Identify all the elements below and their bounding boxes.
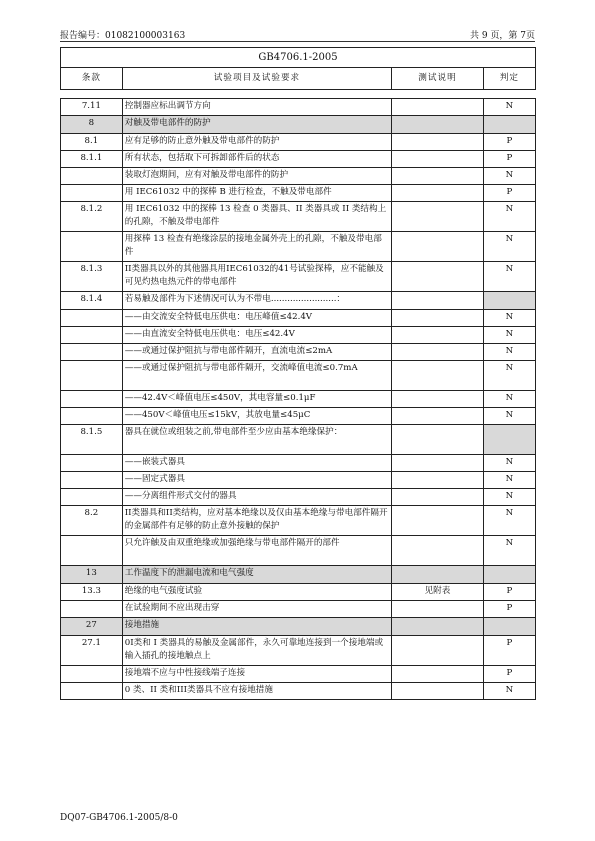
clause-cell: 8.1.2 [61, 202, 123, 232]
clause-cell [61, 232, 123, 262]
clause-cell [61, 489, 123, 506]
requirement-cell: 用探棒 13 检查有绝缘涂层的接地金属外壳上的孔隙，不触及带电部件 [122, 232, 391, 262]
clause-cell: 8.1 [61, 134, 123, 151]
verdict-cell [483, 292, 535, 310]
requirement-cell: 器具在就位或组装之前,带电部件至少应由基本绝缘保护： [122, 425, 391, 455]
clause-cell [61, 344, 123, 361]
note-cell [392, 292, 484, 310]
requirement-cell: 在试验期间不应出现击穿 [122, 601, 391, 618]
note-cell [392, 683, 484, 700]
note-cell [392, 344, 484, 361]
clause-cell [61, 168, 123, 185]
note-cell [392, 327, 484, 344]
note-cell [392, 116, 484, 134]
table-row [61, 134, 536, 151]
header-divider [60, 41, 535, 42]
verdict-cell: P [483, 584, 535, 601]
table-row [61, 636, 536, 666]
table-row [61, 185, 536, 202]
standard-title: GB4706.1-2005 [61, 48, 536, 68]
table-row [61, 666, 536, 683]
requirement-cell: 接地措施 [122, 618, 391, 636]
verdict-cell: P [483, 185, 535, 202]
verdict-cell: N [483, 344, 535, 361]
table-row [61, 489, 536, 506]
table-row [61, 99, 536, 116]
note-cell [392, 666, 484, 683]
note-cell [392, 232, 484, 262]
clause-cell: 8.1.1 [61, 151, 123, 168]
spacer-row [61, 90, 536, 99]
table-row [61, 683, 536, 700]
requirement-cell: 工作温度下的泄漏电流和电气强度 [122, 566, 391, 584]
clause-cell [61, 185, 123, 202]
requirement-cell: II类器具以外的其他器具用IEC61032的41号试验探棒，应不能触及可见灼热电热元件的带电部件 [122, 262, 391, 292]
verdict-cell: N [483, 391, 535, 408]
note-cell [392, 425, 484, 455]
clause-cell [61, 666, 123, 683]
clause-cell [61, 327, 123, 344]
verdict-cell: N [483, 489, 535, 506]
table-row [61, 232, 536, 262]
note-cell [392, 408, 484, 425]
requirement-cell: 对触及带电部件的防护 [122, 116, 391, 134]
verdict-cell: P [483, 636, 535, 666]
note-cell [392, 134, 484, 151]
requirement-cell: II类器具和II类结构，应对基本绝缘以及仅由基本绝缘与带电部件隔开的金属部件有足够的防止意外接触的保护 [122, 506, 391, 536]
verdict-cell: P [483, 134, 535, 151]
note-cell [392, 361, 484, 391]
col-header-verdict: 判定 [483, 68, 535, 90]
requirement-cell: ——或通过保护阻抗与带电部件隔开，直流电流≤2mA [122, 344, 391, 361]
table-row [61, 202, 536, 232]
verdict-cell: N [483, 408, 535, 425]
table-row [61, 310, 536, 327]
table-row [61, 408, 536, 425]
table-row [61, 584, 536, 601]
clause-cell [61, 408, 123, 425]
requirement-cell: 控制器应标出调节方向 [122, 99, 391, 116]
requirement-cell: 用 IEC61032 中的探棒 B 进行检查，不触及带电部件 [122, 185, 391, 202]
requirement-cell: ——或通过保护阻抗与带电部件隔开，交流峰值电流≤0.7mA [122, 361, 391, 391]
requirement-cell: 应有足够的防止意外触及带电部件的防护 [122, 134, 391, 151]
verdict-cell: N [483, 202, 535, 232]
table-row [61, 361, 536, 391]
verdict-cell [483, 566, 535, 584]
clause-cell: 8.1.3 [61, 262, 123, 292]
note-cell [392, 151, 484, 168]
requirement-cell: ——由直流安全特低电压供电：电压≤42.4V [122, 327, 391, 344]
verdict-cell: N [483, 455, 535, 472]
verdict-cell: P [483, 666, 535, 683]
requirement-cell: 0I类和 I 类器具的易触及金属部件，永久可靠地连接到一个接地端或输入插孔的接地触点上 [122, 636, 391, 666]
section-row [61, 116, 536, 134]
clause-cell: 13 [61, 566, 123, 584]
section-row [61, 566, 536, 584]
requirement-cell: 只允许触及由双重绝缘或加强绝缘与带电部件隔开的部件 [122, 536, 391, 566]
table-row [61, 344, 536, 361]
report-number: 报告编号：01082100003163 [60, 31, 186, 41]
note-cell: 见附表 [392, 584, 484, 601]
clause-cell: 8.2 [61, 506, 123, 536]
note-cell [392, 489, 484, 506]
table-row [61, 472, 536, 489]
verdict-cell: N [483, 506, 535, 536]
requirement-cell: ——42.4V＜峰值电压≤450V，其电容量≤0.1μF [122, 391, 391, 408]
note-cell [392, 262, 484, 292]
note-cell [392, 99, 484, 116]
section-row [61, 618, 536, 636]
clause-cell: 8.1.4 [61, 292, 123, 310]
clause-cell [61, 601, 123, 618]
note-cell [392, 310, 484, 327]
verdict-cell: N [483, 683, 535, 700]
note-cell [392, 185, 484, 202]
verdict-cell [483, 116, 535, 134]
table-row [61, 536, 536, 566]
clause-cell: 8.1.5 [61, 425, 123, 455]
note-cell [392, 601, 484, 618]
clause-cell: 7.11 [61, 99, 123, 116]
clause-cell: 27.1 [61, 636, 123, 666]
verdict-cell: N [483, 310, 535, 327]
verdict-cell: P [483, 601, 535, 618]
clause-cell [61, 310, 123, 327]
table-row [61, 455, 536, 472]
clause-cell [61, 391, 123, 408]
note-cell [392, 536, 484, 566]
note-cell [392, 506, 484, 536]
note-cell [392, 455, 484, 472]
col-header-note: 测试说明 [392, 68, 484, 90]
verdict-cell: N [483, 361, 535, 391]
document-code: DQ07-GB4706.1-2005/8-0 [60, 813, 178, 823]
test-report-table [60, 47, 536, 700]
verdict-cell [483, 425, 535, 455]
clause-cell: 13.3 [61, 584, 123, 601]
table-row [61, 168, 536, 185]
requirement-cell: 用 IEC61032 中的探棒 13 检查 0 类器具、II 类器具或 II 类结构上的孔隙，不触及带电部件 [122, 202, 391, 232]
verdict-cell: N [483, 472, 535, 489]
col-header-clause: 条款 [61, 68, 123, 90]
requirement-cell: 0 类、II 类和III类器具不应有接地措施 [122, 683, 391, 700]
note-cell [392, 472, 484, 489]
table-row [61, 292, 536, 310]
table-row [61, 262, 536, 292]
verdict-cell: N [483, 536, 535, 566]
clause-cell [61, 683, 123, 700]
requirement-cell: 所有状态，包括取下可拆卸部件后的状态 [122, 151, 391, 168]
clause-cell [61, 361, 123, 391]
table-row [61, 601, 536, 618]
column-header-row [61, 68, 536, 90]
table-row [61, 425, 536, 455]
verdict-cell: N [483, 327, 535, 344]
standard-row [61, 48, 536, 68]
requirement-cell: ——固定式器具 [122, 472, 391, 489]
note-cell [392, 202, 484, 232]
requirement-cell: ——分离组件形式交付的器具 [122, 489, 391, 506]
clause-cell [61, 536, 123, 566]
col-header-item: 试验项目及试验要求 [122, 68, 391, 90]
verdict-cell: N [483, 262, 535, 292]
verdict-cell: P [483, 151, 535, 168]
table-row [61, 506, 536, 536]
clause-cell: 27 [61, 618, 123, 636]
note-cell [392, 566, 484, 584]
requirement-cell: ——由交流安全特低电压供电：电压峰值≤42.4V [122, 310, 391, 327]
requirement-cell: 若易触及部件为下述情况可认为不带电........................： [122, 292, 391, 310]
requirement-cell: 装取灯泡期间，应有对触及带电部件的防护 [122, 168, 391, 185]
note-cell [392, 391, 484, 408]
clause-cell: 8 [61, 116, 123, 134]
table-row [61, 327, 536, 344]
requirement-cell: 接地端不应与中性接线端子连接 [122, 666, 391, 683]
verdict-cell: N [483, 232, 535, 262]
clause-cell [61, 472, 123, 489]
table-row [61, 151, 536, 168]
page-counter: 共 9 页，第 7页 [469, 31, 535, 41]
requirement-cell: ——嵌装式器具 [122, 455, 391, 472]
verdict-cell: N [483, 168, 535, 185]
requirement-cell: 绝缘的电气强度试验 [122, 584, 391, 601]
note-cell [392, 636, 484, 666]
verdict-cell: N [483, 99, 535, 116]
clause-cell [61, 455, 123, 472]
note-cell [392, 618, 484, 636]
note-cell [392, 168, 484, 185]
requirement-cell: ——450V＜峰值电压≤15kV，其放电量≤45μC [122, 408, 391, 425]
table-row [61, 391, 536, 408]
verdict-cell [483, 618, 535, 636]
